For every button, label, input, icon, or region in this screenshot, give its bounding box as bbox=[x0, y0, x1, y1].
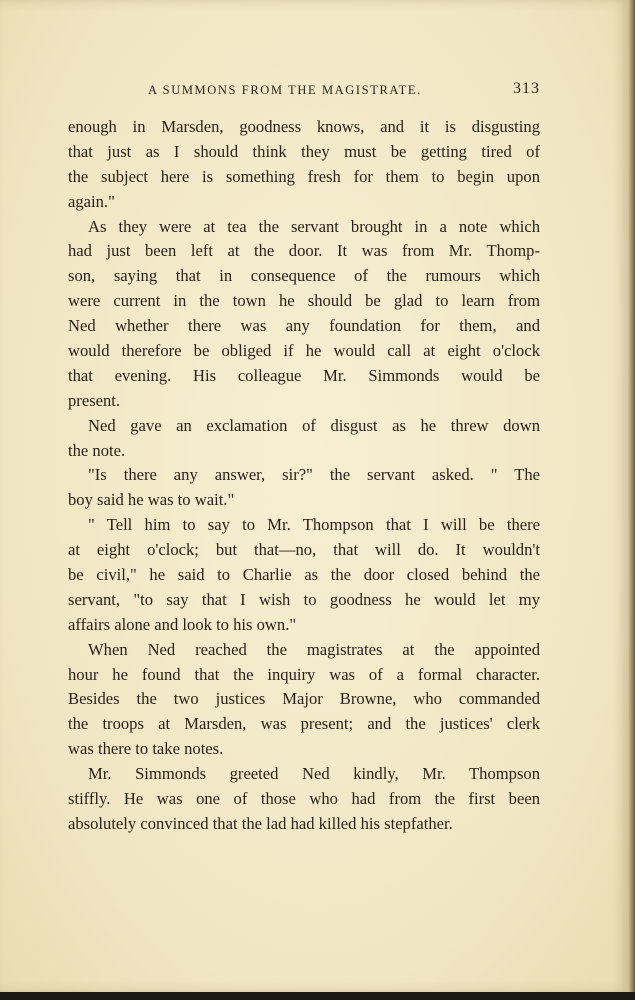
paragraph bbox=[68, 215, 540, 414]
paragraph bbox=[68, 414, 540, 464]
paragraph bbox=[68, 762, 540, 837]
text-line: again." bbox=[68, 191, 115, 211]
body-text bbox=[68, 115, 540, 837]
paragraph bbox=[68, 115, 540, 215]
text-line: " Tell him to say to Mr. Thompson that I will be there bbox=[88, 515, 540, 535]
text-line: Ned whether there was any foundation for them, and bbox=[68, 316, 540, 336]
text-line: had just been left at the door. It was from Mr. Thomp- bbox=[68, 241, 540, 261]
paragraph bbox=[68, 463, 540, 513]
page-number: 313 bbox=[513, 80, 540, 97]
page-bottom-edge bbox=[0, 992, 635, 1000]
text-line: servant, "to say that I wish to goodness he would let my bbox=[68, 589, 540, 609]
text-line: stiffly. He was one of those who had from the first been bbox=[68, 789, 540, 809]
paragraph bbox=[68, 513, 540, 637]
text-line: Besides the two justices Major Browne, who commanded bbox=[68, 689, 540, 709]
text-line: would therefore be obliged if he would call at eight o'clock bbox=[68, 341, 540, 361]
text-line: boy said he was to wait." bbox=[68, 490, 235, 510]
text-line: that evening. His colleague Mr. Simmonds would be bbox=[68, 365, 540, 385]
text-line: As they were at tea the servant brought in a note which bbox=[88, 216, 540, 236]
text-line: the note. bbox=[68, 440, 126, 460]
text-line: be civil," he said to Charlie as the door closed behind the bbox=[68, 565, 540, 585]
text-line: that just as I should think they must be getting tired of bbox=[68, 141, 540, 161]
text-line: absolutely convinced that the lad had killed his stepfather. bbox=[68, 813, 453, 833]
text-line: the troops at Marsden, was present; and the justices' clerk bbox=[68, 714, 540, 734]
text-line: son, saying that in consequence of the rumours which bbox=[68, 266, 540, 286]
text-line: When Ned reached the magistrates at the appointed bbox=[88, 639, 540, 659]
text-line: hour he found that the inquiry was of a formal character. bbox=[68, 664, 540, 684]
text-line: Mr. Simmonds greeted Ned kindly, Mr. Thompson bbox=[88, 764, 540, 784]
text-line: affairs alone and look to his own." bbox=[68, 614, 297, 634]
text-line: the subject here is something fresh for them to begin upon bbox=[68, 166, 540, 186]
text-line: were current in the town he should be glad to learn from bbox=[68, 291, 540, 311]
text-line: "Is there any answer, sir?" the servant asked. " The bbox=[88, 465, 540, 485]
text-line: Ned gave an exclamation of disgust as he threw down bbox=[88, 415, 540, 435]
paragraph bbox=[68, 638, 540, 762]
page-header bbox=[68, 80, 540, 104]
text-line: enough in Marsden, goodness knows, and it is disgusting bbox=[68, 117, 540, 136]
page-edge bbox=[628, 0, 635, 1000]
text-line: was there to take notes. bbox=[68, 739, 224, 759]
text-line: present. bbox=[68, 390, 121, 410]
running-title: A SUMMONS FROM THE MAGISTRATE. bbox=[148, 83, 422, 97]
text-line: at eight o'clock; but that—no, that will do. It wouldn't bbox=[68, 540, 540, 560]
